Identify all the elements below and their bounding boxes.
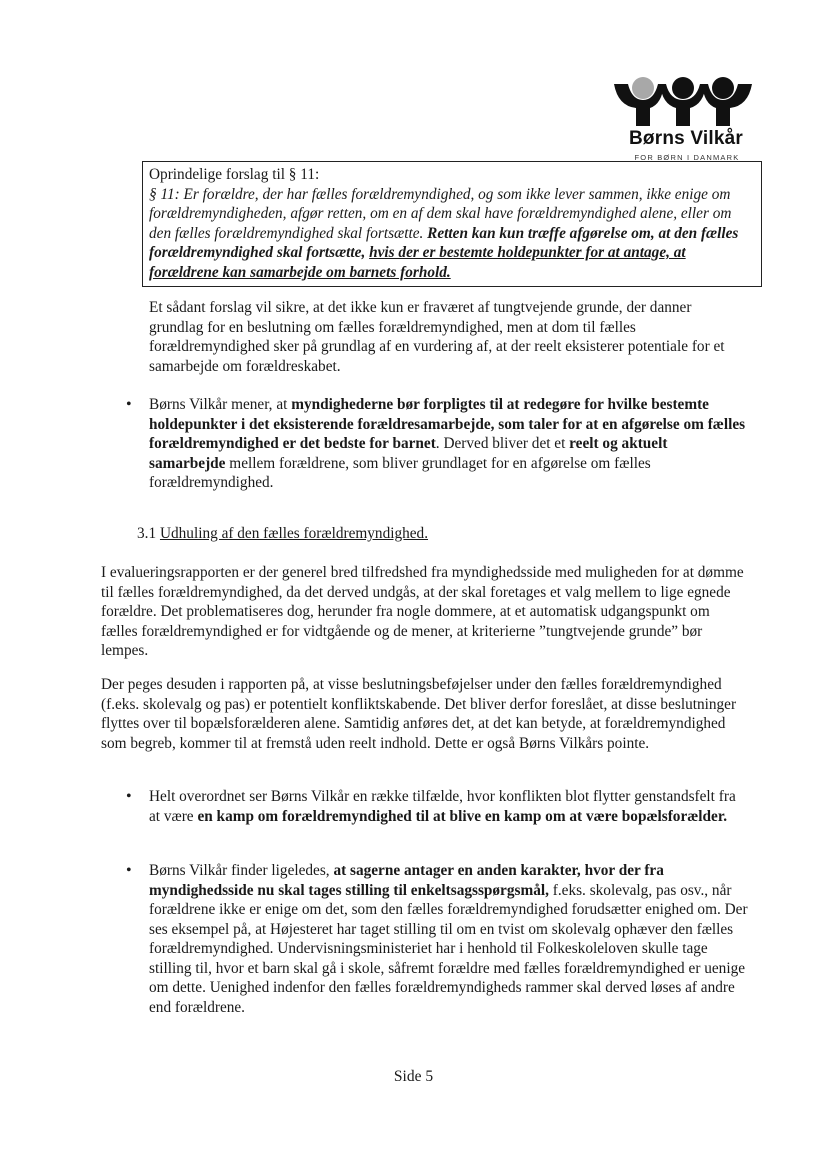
proposal-heading: Oprindelige forslag til § 11:	[149, 166, 320, 183]
logo-tagline: FOR BØRN I DANMARK	[634, 153, 740, 162]
section-number: 3.1	[137, 525, 160, 542]
proposal-text	[149, 185, 755, 283]
proposal-bold-italic-underlined-text: hvis der er bestemte holdepunkter for at antage, at forældrene kan samarbejde om barnets forhold.	[149, 244, 686, 281]
logo-figures-icon	[608, 70, 758, 130]
logo-name: Børns Vilkår	[629, 128, 743, 149]
section-title: Udhuling af den fælles forældremyndighed.	[159, 525, 429, 542]
borns-vilkar-logo	[608, 70, 758, 170]
paragraph-2: I evalueringsrapporten er der generel bred tilfredshed fra myndighedsside med muligheden for at dømme til fælles forældremyndighed, da det derved undgås, at der skal foretages et valg mellem to lige egnede forældre. Det problematiseres dog, herunder fra nogle dommere, at et automatisk udgangspunkt om fælles forældremyndighed er for vidtgående og de mener, at kriterierne ”tungtvejende grunde” bør lempes.	[101, 564, 744, 659]
bullet-item-3: Børns Vilkår finder ligeledes, at sagerne antager en anden karakter, hvor der fra myndighedsside nu skal tages stilling til enkeltsagsspørgsmål, f.eks. skolevalg, pas osv., når forældrene ikke er enige om det, som den fælles forældremyndighed forudsætter enighed om. Der ses eksempel på, at Højesteret har taget stilling til om en tvist om skolevalg ophæver den fælles forældremyndighed. Undervisningsministeriet har i henhold til Folkeskoleloven skulle tage stilling til, hvor et barn skal gå i skole, såfremt forældre med fælles forældremyndighed er uenige om dette. Uenighed indenfor den fælles forældremyndigheds rammer skal derved løses af andre end forældrene.	[149, 862, 748, 1016]
proposal-italic-text: § 11: Er forældre, der har fælles forældremyndighed, og som ikke lever sammen, ikke enige om forældremyndigheden, afgør retten, om en af dem skal have forældremyndighed alene, eller om den fælles forældremyndighed skal fortsætte.	[149, 185, 732, 242]
page-number: Side 5	[393, 1068, 434, 1085]
bullet-marker-1: •	[126, 396, 132, 413]
bullet-item-1: Børns Vilkår mener, at myndighederne bør forpligtes til at redegøre for hvilke bestemte holdepunkter i det eksisterende forældresamarbejde, som taler for at en afgørelse om fælles forældremyndighed er det bedste for barnet. Derved bliver det et reelt og aktuelt samarbejde mellem forældrene, som bliver grundlaget for en afgørelse om fælles forældremyndighed.	[149, 396, 746, 491]
paragraph-3: Der peges desuden i rapporten på, at visse beslutningsbeføjelser under den fælles forældremyndighed (f.eks. skolevalg og pas) er potentielt konfliktskabende. Det bliver derfor foreslået, at disse beslutninger flyttes over til bopælsforælderen alene. Samtidig anføres det, at det kan betyde, at forældremyndighed som begreb, kommer til at fremstå uden reelt indhold. Dette er også Børns Vilkårs pointe.	[101, 676, 737, 752]
bullet-marker-3: •	[126, 862, 132, 879]
section-heading	[137, 524, 737, 544]
original-proposal-box	[142, 161, 762, 287]
bullet-marker-2: •	[126, 788, 132, 805]
bullet-item-2: Helt overordnet ser Børns Vilkår en række tilfælde, hvor konflikten blot flytter genstandsfelt fra at være en kamp om forældremyndighed til at blive en kamp om at være bopælsforælder.	[149, 788, 736, 825]
proposal-bold-italic-text: Retten kan kun træffe afgørelse om, at den fælles forældremyndighed skal fortsætte,	[149, 224, 739, 261]
paragraph-1: Et sådant forslag vil sikre, at det ikke kun er fraværet af tungtvejende grunde, der danner grundlag for en beslutning om fælles forældremyndighed, men at dom til fælles forældremyndighed sker på grundlag af en vurdering af, at der reelt eksisterer potentiale for et samarbejde om forældreskabet.	[149, 299, 725, 375]
